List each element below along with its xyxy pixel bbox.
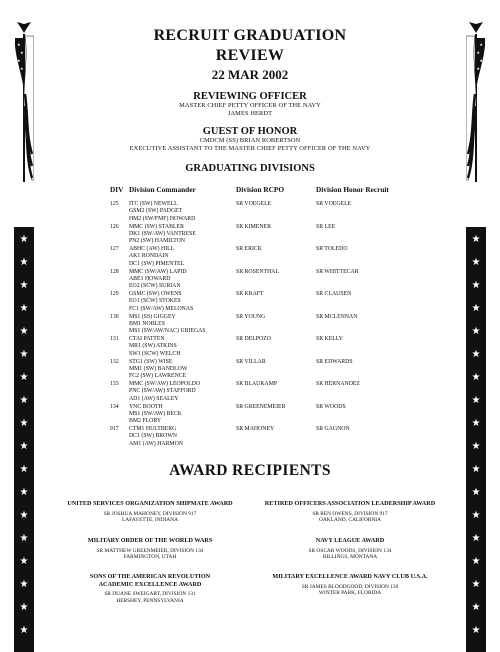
division-honor-recruit: SR WOODS	[316, 403, 346, 410]
division-honor-recruit: SR TOLEDO	[316, 246, 348, 252]
division-commander: HM2 (SW/FMF) HOWARD	[129, 215, 196, 222]
division-commander: MS1 (SW/AW) BECK	[129, 410, 182, 417]
division-commander: AD1 (AW) SEALEY	[129, 395, 179, 402]
division-honor-recruit: SR MCLENNAN	[316, 313, 358, 320]
guest-of-honor-heading: GUEST OF HONOR	[202, 126, 298, 137]
award-name	[50, 500, 250, 508]
division-rcpo: SR KRAFT	[236, 291, 264, 297]
svg-text:★: ★	[478, 74, 482, 79]
division-number: 131	[110, 336, 119, 342]
graduating-divisions-heading: GRADUATING DIVISIONS	[185, 163, 315, 174]
svg-text:★: ★	[476, 50, 480, 55]
column-header-commander: Division Commander	[129, 185, 196, 194]
division-commander: DC1 (SW) PIMENTEL	[129, 260, 185, 267]
division-commander: FC2 (SW) LAWRENCE	[129, 373, 187, 380]
award-name-line: MILITARY ORDER OF THE WORLD WARS	[87, 537, 213, 544]
award-recipient-line: SR OSCAR WOODS, DIVISION 134	[308, 547, 392, 554]
division-rcpo: SR BLAUKAMP	[236, 381, 278, 387]
award-recipient	[250, 548, 450, 561]
award-name-line: RETIRED OFFICERS ASSOCIATION LEADERSHIP AWARD	[264, 500, 436, 507]
division-commander: MS1 (SS) GIGGEY	[129, 313, 176, 320]
division-rcpo: SR VILLAR	[236, 358, 266, 365]
division-commander: DC1 (SW) BROWN	[129, 433, 177, 440]
award-recipient-line: SR REN OWENS, DIVISION 917	[312, 510, 388, 517]
guest-of-honor-name: CMDCM (SS) BRIAN ROBERTSON	[199, 137, 301, 144]
division-number: 128	[110, 268, 119, 275]
division-commander: ABE1 HOWARD	[129, 275, 171, 282]
division-commander: MMC (SW/AW) LEOPOLDO	[129, 381, 201, 387]
division-honor-recruit: SR KELLY	[316, 336, 343, 342]
division-honor-recruit: SR CLAUSEN	[316, 291, 352, 297]
award-block	[250, 537, 450, 561]
division-commander: YNC BOOTH	[129, 403, 163, 410]
svg-text:★: ★	[479, 58, 483, 63]
page-title-line2: REVIEW	[215, 47, 285, 64]
division-commander: EO2 (SCW) SURIAN	[129, 283, 181, 290]
division-rcpo: SR YOUNG	[236, 313, 266, 320]
division-commander: BM2 FLORY	[129, 418, 162, 425]
division-honor-recruit: SR GAGNON	[316, 426, 350, 432]
award-block	[50, 500, 250, 524]
column-header-rcpo: Division RCPO	[236, 185, 285, 194]
star-column: ★ ★ ★ ★ ★ ★ ★ ★ ★ ★ ★ ★ ★ ★ ★ ★ ★ ★	[14, 227, 34, 652]
division-commander: EO1 (SCW) STOKES	[129, 298, 181, 305]
award-recipient-line: SR MATTHEW GREENMEIER, DIVISION 134	[96, 547, 204, 554]
award-block	[50, 573, 250, 604]
award-recipient-line: FARMINGTON, UTAH	[123, 554, 177, 561]
flag-icon	[14, 34, 34, 182]
division-commander: DK1 (SW/AW) VANTRESE	[129, 230, 196, 237]
division-number: 917	[110, 426, 119, 432]
division-honor-recruit: SR VOEGELE	[316, 201, 352, 207]
division-commander: ABHC (AW) HILL	[129, 246, 175, 252]
division-commander: FC1 (SW/AW) MELONAS	[129, 305, 194, 312]
division-honor-recruit: SR LEE	[316, 223, 336, 230]
division-number: 126	[110, 223, 119, 230]
reviewing-officer-title: MASTER CHIEF PETTY OFFICER OF THE NAVY	[179, 102, 321, 109]
award-name-line: ACADEMIC EXCELLENCE AWARD	[98, 580, 202, 588]
ceremony-date: 22 MAR 2002	[211, 67, 289, 82]
award-name	[250, 573, 450, 581]
eagle-finial-icon	[16, 22, 32, 34]
division-honor-recruit: SR EDWARDS	[316, 358, 353, 365]
award-recipient	[250, 584, 450, 597]
division-commander: MR1 (SW) ATKINS	[129, 343, 177, 350]
division-rcpo: SR VOEGELE	[236, 201, 272, 207]
award-name-line: UNITED SERVICES ORGANIZATION SHIPMATE AWARD	[67, 500, 233, 507]
division-honor-recruit: SR WHITTECAR	[316, 268, 359, 275]
award-name	[250, 500, 450, 508]
svg-text:★: ★	[20, 66, 24, 71]
award-name	[50, 537, 250, 545]
award-recipient-line: HERSHEY, PENNSYLVANIA	[116, 597, 184, 604]
division-commander: ITC (SW) NEWELL	[129, 201, 178, 207]
svg-text:★: ★	[20, 50, 24, 55]
division-commander: MMC (SW/AW) LAPID	[129, 268, 187, 275]
award-name	[250, 537, 450, 545]
left-flag-border	[13, 22, 35, 634]
flag-icon	[466, 34, 486, 182]
award-recipient	[250, 511, 450, 524]
award-name-line: SONS OF THE AMERICAN REVOLUTION	[89, 573, 211, 580]
division-rcpo: SR ROSENTHAL	[236, 268, 279, 275]
reviewing-officer-name: JAMES HERDT	[227, 110, 273, 117]
award-recipient-line: BILLINGS, MONTANA	[322, 554, 378, 561]
division-number: 133	[110, 381, 119, 387]
award-block	[250, 573, 450, 597]
division-commander: STG1 (SW) WISE	[129, 358, 173, 365]
division-commander: MM1 (SW) BANDLOW	[129, 365, 188, 372]
division-commander: SW1 (SCW) WELCH	[129, 350, 181, 357]
division-commander: CTM1 HULTBERG	[129, 426, 177, 432]
award-recipient	[50, 548, 250, 561]
division-honor-recruit: SR HERNANDEZ	[316, 381, 360, 387]
award-recipient-line: OAKLAND, CALIFORNIA	[319, 517, 381, 524]
award-recipients-heading: AWARD RECIPIENTS	[169, 462, 331, 479]
eagle-finial-icon	[468, 22, 484, 34]
division-rcpo: SR MAHONEY	[236, 426, 275, 432]
division-commander: GSMC (SW) OWENS	[129, 291, 182, 297]
svg-text:★: ★	[476, 82, 480, 87]
star-column: ★ ★ ★ ★ ★ ★ ★ ★ ★ ★ ★ ★ ★ ★ ★ ★ ★ ★	[466, 227, 486, 652]
division-commander: PNC (SW/AW) STAFFORD	[129, 388, 196, 395]
award-name-line: NAVY LEAGUE AWARD	[315, 537, 385, 544]
division-number: 132	[110, 358, 119, 365]
award-name-line: MILITARY EXCELLENCE AWARD NAVY CLUB U.S.A.	[272, 573, 428, 580]
division-number: 125	[110, 201, 119, 207]
page-title-line1: RECRUIT GRADUATION	[153, 27, 347, 44]
award-recipient-line: SR JAMES BLOODGOOD, DIVISION 130	[301, 583, 399, 590]
award-recipient	[50, 511, 250, 524]
division-rcpo: SR KIMENER	[236, 223, 271, 230]
award-recipient	[50, 591, 250, 604]
svg-text:★: ★	[18, 74, 22, 79]
svg-text:★: ★	[479, 42, 483, 47]
svg-text:★: ★	[476, 66, 480, 71]
division-commander: AM1 (AW) HARMON	[129, 440, 183, 447]
column-header-div: DIV	[110, 185, 124, 194]
division-number: 127	[110, 246, 119, 252]
division-commander: GSM2 (SW) PADGET	[129, 208, 183, 215]
award-recipient-line: SR DUANE SWEIGART, DIVISION 131	[104, 591, 196, 598]
svg-text:★: ★	[20, 82, 24, 87]
reviewing-officer-heading: REVIEWING OFFICER	[193, 91, 307, 102]
division-rcpo: SR GREENEMEIER	[236, 403, 286, 410]
award-recipient-line: SR JOSHUA MAHONEY, DIVISION 917	[103, 510, 197, 517]
svg-text:★: ★	[17, 42, 21, 47]
right-flag-border	[465, 22, 487, 634]
division-commander: CTAI PATTEN	[129, 336, 165, 342]
division-rcpo: SR ERICK	[236, 246, 262, 252]
division-rcpo: SR DELPOZO	[236, 336, 271, 342]
svg-text:★: ★	[17, 58, 21, 63]
award-block	[50, 537, 250, 561]
award-recipient-line: WINTER PARK, FLORIDA	[318, 590, 382, 597]
guest-of-honor-title: EXECUTIVE ASSISTANT TO THE MASTER CHIEF PETTY OFFICER OF THE NAVY	[129, 145, 371, 152]
award-block	[250, 500, 450, 524]
award-recipient-line: LAFAYETTE, INDIANA	[122, 517, 178, 524]
division-number: 130	[110, 313, 119, 320]
division-number: 134	[110, 403, 119, 410]
award-name	[50, 573, 250, 588]
division-commander: MS1 (SW/AW/NAC) URIEGAS	[129, 328, 206, 335]
division-commander: BM1 NOBLES	[129, 320, 165, 327]
division-commander: MMC (SW) STABLER	[129, 223, 184, 230]
division-commander: PN2 (SW) HAMILTON	[129, 238, 186, 245]
column-header-honor-recruit: Division Honor Recruit	[316, 185, 389, 194]
division-number: 129	[110, 291, 119, 297]
division-commander: AK1 RONDAIN	[129, 253, 169, 260]
